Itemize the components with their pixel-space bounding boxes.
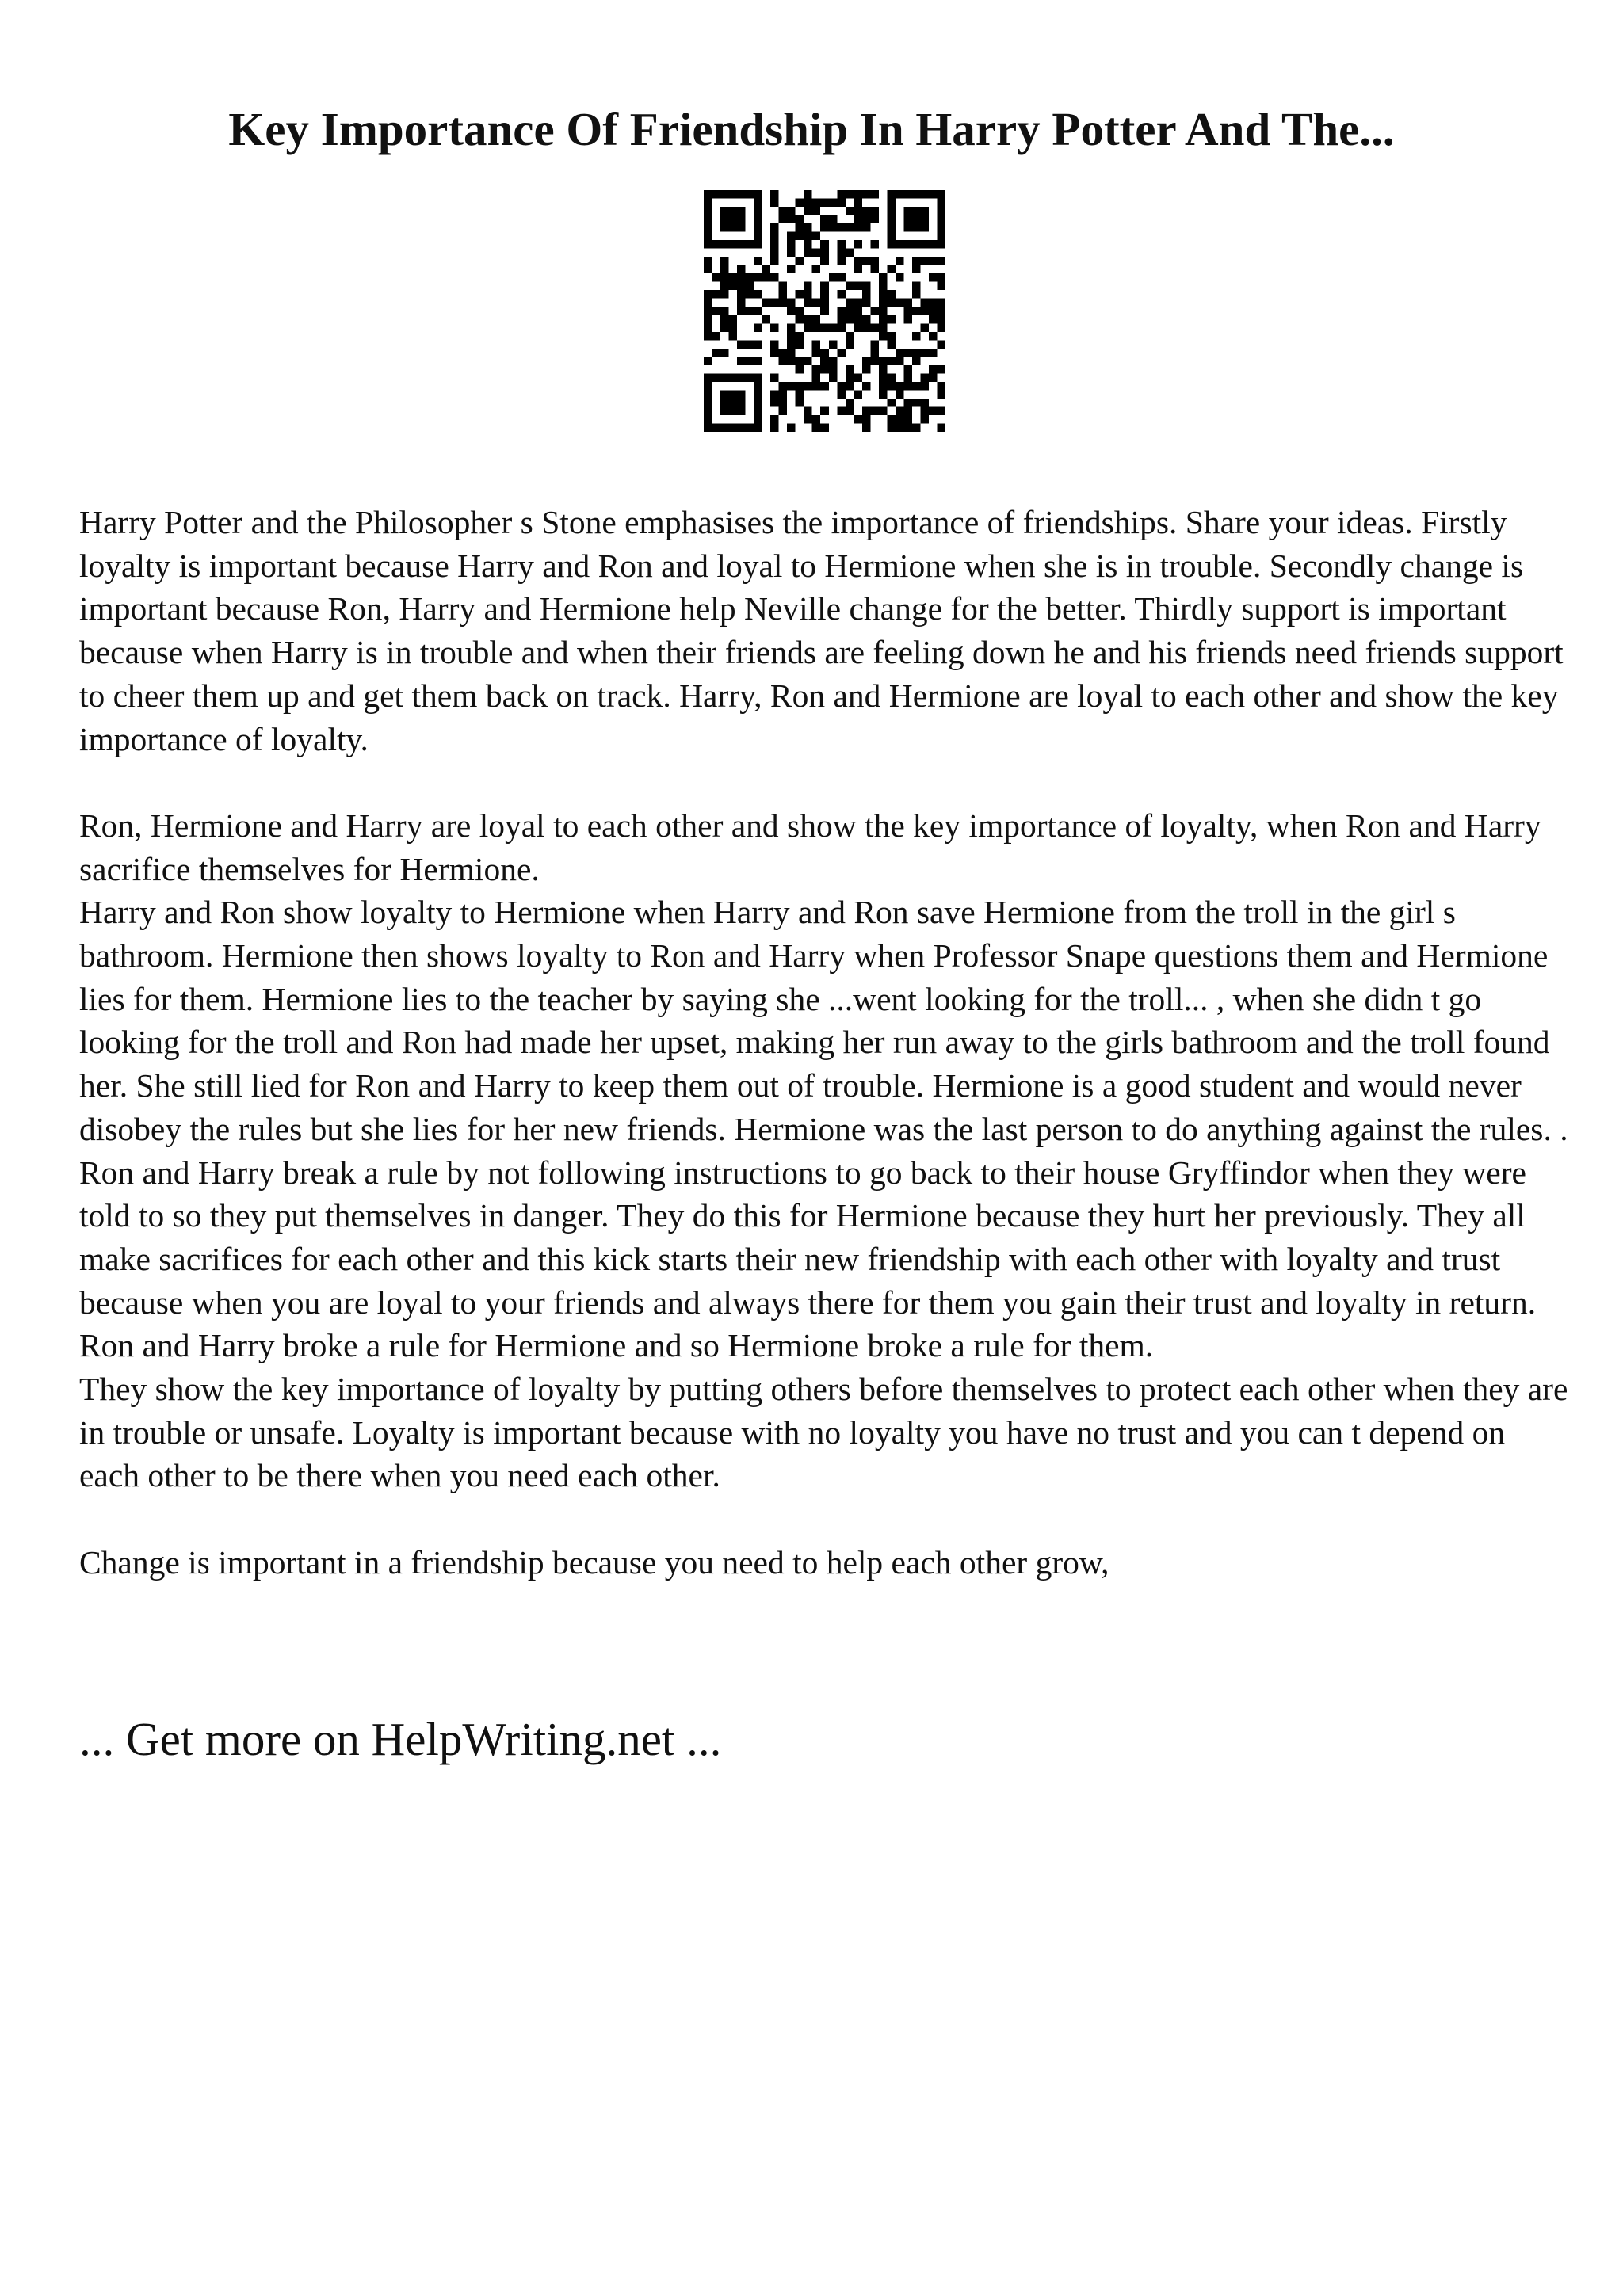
paragraph-gap bbox=[79, 761, 1569, 804]
essay-body bbox=[79, 501, 1569, 1585]
essay-paragraph: They show the key importance of loyalty by putting others before themselves to protect each other when they are in trouble or unsafe. Loyalty is important because with no loyalty you have no trust and you can t depend on each other to be there when you need each other. bbox=[79, 1371, 1568, 1494]
paragraph-gap bbox=[79, 1497, 1569, 1541]
essay-paragraph: Ron, Hermione and Harry are loyal to each other and show the key importance of loyalty, when Ron and Harry sacrifice themselves for Hermione. bbox=[79, 807, 1541, 887]
essay-paragraph: Harry Potter and the Philosopher s Stone emphasises the importance of friendships. Share your ideas. Firstly loyalty is important because Harry and Ron and loyal to Hermione when she is in trouble. Secondly change is important because Ron, Harry and Hermione help Neville change for the better. Thirdly support is important because when Harry is in trouble and when their friends are feeling down he and his friends need friends support to cheer them up and get them back on track. Harry, Ron and Hermione are loyal to each other and show the key importance of loyalty. bbox=[79, 504, 1564, 757]
document-title: Key Importance Of Friendship In Harry Potter And The... bbox=[228, 103, 1395, 155]
essay-paragraph: Harry and Ron show loyalty to Hermione when Harry and Ron save Hermione from the troll in the girl s bathroom. Hermione then shows loyalty to Ron and Harry when Professor Snape questions them and Hermione lies for them. Hermione lies to the teacher by saying she ...went looking for the troll... , when she didn t go looking for the troll and Ron had made her upset, making her run away to the girls bathroom and the troll found her. She still lied for Ron and Harry to keep them out of trouble. Hermione is a good student and would never disobey the rules but she lies for her new friends. Hermione was the last person to do anything against the rules. . Ron and Harry break a rule by not following instructions to go back to their house Gryffindor when they were told to so they put themselves in danger. They do this for Hermione because they hurt her previously. They all make sacrifices for each other and this kick starts their new friendship with each other with loyalty and trust because when you are loyal to your friends and always there for them you gain their trust and loyalty in return. Ron and Harry broke a rule for Hermione and so Hermione broke a rule for them. bbox=[79, 894, 1568, 1364]
essay-paragraph: Change is important in a friendship because you need to help each other grow, bbox=[79, 1543, 1109, 1581]
qr-code-icon bbox=[704, 190, 945, 432]
get-more-link[interactable]: ... Get more on HelpWriting.net ... bbox=[79, 1713, 722, 1765]
